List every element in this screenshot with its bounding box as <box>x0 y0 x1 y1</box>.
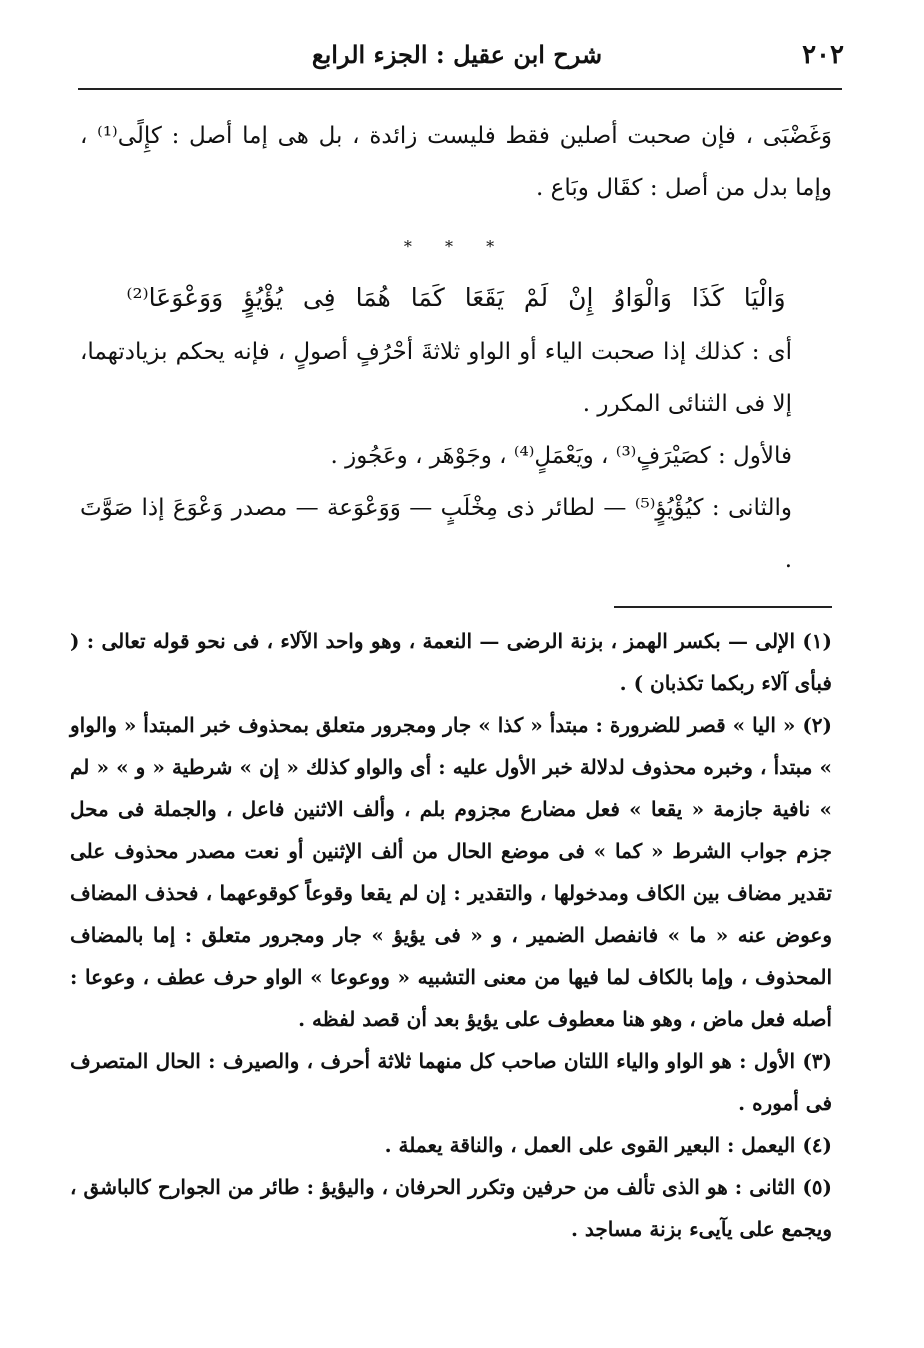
footnote-3: (٣) الأول : هو الواو والياء اللتان صاحب كل منهما ثلاثة أحرف ، والصيرف : الحال المتصرف فى أموره . <box>70 1049 832 1115</box>
running-title: شرح ابن عقيل : الجزء الرابع <box>311 40 603 69</box>
footnote-4: (٤) اليعمل : البعير القوى على العمل ، والناقة يعملة . <box>384 1133 832 1157</box>
footnotes <box>70 620 832 1250</box>
verse-line: وَالْيَا كَذَا وَالْوَاوُ إِنْ لَمْ يَقَعَا كَمَا هُمَا فِى يُؤْيُؤٍ وَوَعْوَعَا⁽²⁾ <box>126 283 786 312</box>
footnote-2: (٢) « اليا » قصر للضرورة : مبتدأ « كذا » جار ومجرور متعلق بمحذوف خبر المبتدأ « والواو » مبتدأ ، وخبره محذوف لدلالة خبر الأول عليه : أى والواو كذلك « إن » شرطية « و » « لم » نافية جازمة « يقعا » فعل مضارع مجزوم بلم ، وألف الاثنين فاعل ، والجملة فى محل جزم جواب الشرط « كما » فى موضع الحال من ألف الإثنين أو نعت مصدر محذوف على تقدير مضاف بين الكاف ومدخولها ، والتقدير : إن لم يقعا وقوعاً كوقوعهما ، فحذف المضاف وعوض عنه « ما » فانفصل الضمير ، و « فى يؤيؤ » جار ومجرور متعلق : إما بالمضاف المحذوف ، وإما بالكاف لما فيها من معنى التشبيه « ووعوعا » الواو حرف عطف ، وعوعا : أصله فعل ماض ، وهو هنا معطوف على يؤيؤ بعد أن قصد لفظه . <box>70 713 832 1031</box>
paragraph-1: وَغَضْبَى ، فإن صحبت أصلين فقط فليست زائدة ، بل هى إما أصل : كإِلًى⁽¹⁾ ، وإما بدل من أصل : كقَال وبَاع . <box>80 123 832 201</box>
paragraph-3: فالأول : كصَيْرَفٍ⁽³⁾ ، ويَعْمَلٍ⁽⁴⁾ ، وجَوْهَر ، وعَجُوز . <box>330 443 792 469</box>
header-rule <box>78 88 842 90</box>
footnote-1: (١) الإلى — بكسر الهمز ، بزنة الرضى — النعمة ، وهو واحد الآلاء ، فى نحو قوله تعالى : ( فبأى آلاء ربكما تكذبان ) . <box>70 629 832 695</box>
page-header <box>70 36 844 80</box>
main-text <box>80 110 832 586</box>
footnote-5: (٥) الثانى : هو الذى تألف من حرفين وتكرر الحرفان ، واليؤيؤ : طائر من الجوارح كالباشق ، ويجمع على يآيىء بزنة مساجد . <box>70 1175 832 1241</box>
paragraph-4: والثانى : كيُؤْيُؤٍ⁽⁵⁾ — لطائر ذى مِخْلَبٍ — وَوَعْوَعة — مصدر وَعْوَعَ إذا صَوَّتَ . <box>80 495 792 573</box>
paragraph-2: أى : كذلك إذا صحبت الياء أو الواو ثلاثةَ أحْرُفٍ أصولٍ ، فإنه يحكم بزيادتهما، إلا فى الثنائى المكرر . <box>80 339 792 417</box>
section-divider-stars: * * * <box>403 237 509 256</box>
footnote-rule <box>614 606 832 608</box>
page-number: ٢٠٢ <box>802 40 844 70</box>
